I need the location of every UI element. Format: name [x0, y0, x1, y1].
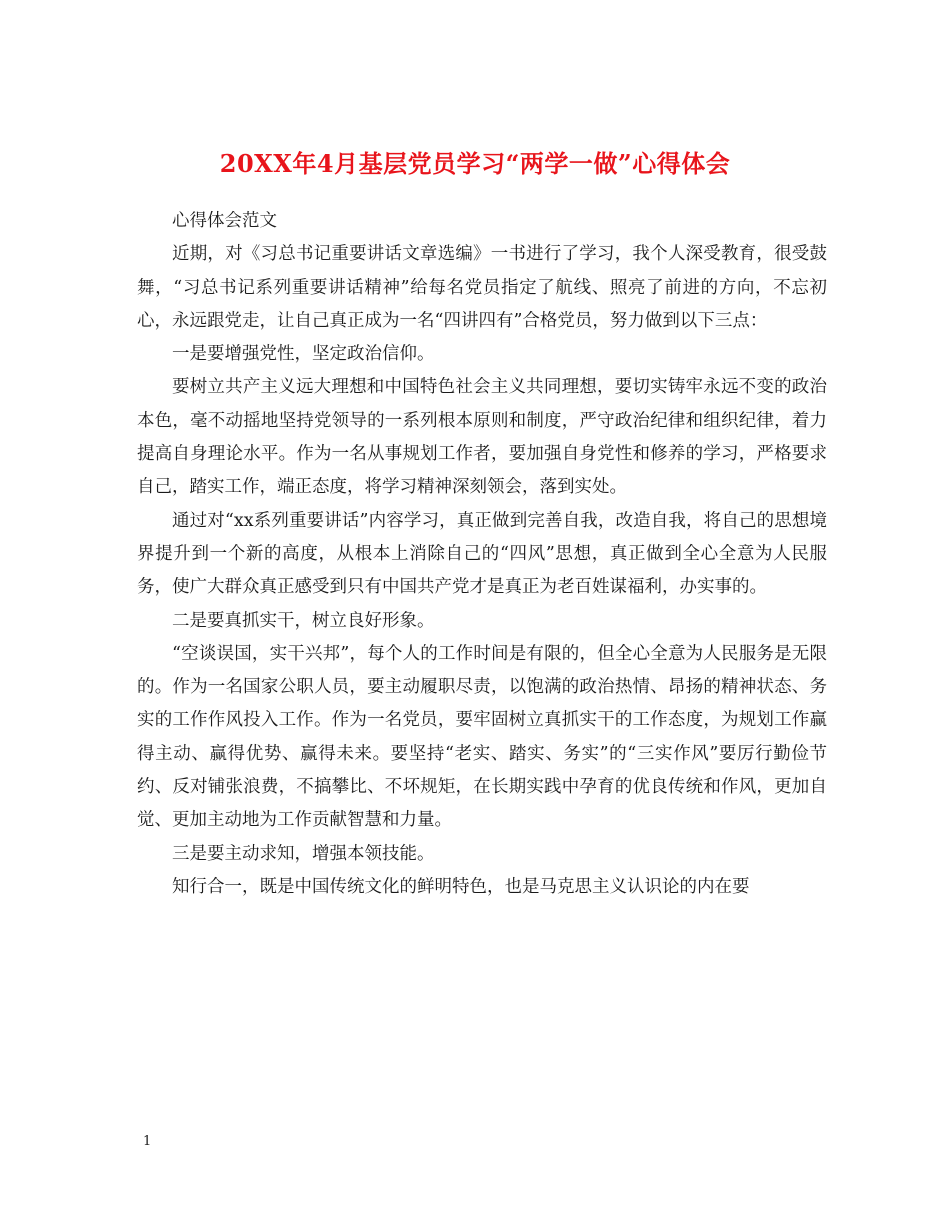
section-heading-1: 一是要增强党性，坚定政治信仰。	[172, 344, 435, 365]
page-number: 1	[143, 1134, 152, 1149]
paragraph: “空谈误国，实干兴邦”，每个人的工作时间是有限的，但全心全意为人民服务是无限的。作为一名国家公职人员，要主动履职尽责，以饱满的政治热情、昂扬的精神状态、务实的工作作风投入工作。作为一名党员，要牢固树立真抓实干的工作态度，为规划工作赢得主动、赢得优势、赢得未来。要坚持“老实、踏实、务实”的“三实作风”要厉行勤俭节约、反对铺张浪费，不搞攀比、不坏规矩，在长期实践中孕育的优良传统和作风，更加自觉、更加主动地为工作贡献智慧和力量。	[137, 643, 827, 831]
paragraph: 要树立共产主义远大理想和中国特色社会主义共同理想，要切实铸牢永远不变的政治本色，毫不动摇地坚持党领导的一系列根本原则和制度，严守政治纪律和组织纪律，着力提高自身理论水平。作为一名从事规划工作者，要加强自身党性和修养的学习，严格要求自己，踏实工作，端正态度，将学习精神深刻领会，落到实处。	[137, 377, 827, 498]
document-body	[137, 205, 827, 904]
paragraph-intro: 近期，对《习总书记重要讲话文章选编》一书进行了学习，我个人深受教育，很受鼓舞，“习总书记系列重要讲话精神”给每名党员指定了航线、照亮了前进的方向，不忘初心，永远跟党走，让自己真正成为一名“四讲四有”合格党员，努力做到以下三点：	[137, 244, 827, 331]
paragraph: 通过对“xx系列重要讲话”内容学习，真正做到完善自我，改造自我，将自己的思想境界提升到一个新的高度，从根本上消除自己的“四风”思想，真正做到全心全意为人民服务，使广大群众真正感受到只有中国共产党才是真正为老百姓谋福利，办实事的。	[137, 510, 827, 598]
page-title: 20XX年4月基层党员学习“两学一做”心得体会	[219, 149, 731, 179]
paragraph-subtitle: 心得体会范文	[172, 211, 277, 231]
section-heading-2: 二是要真抓实干，树立良好形象。	[172, 610, 435, 631]
section-heading-3: 三是要主动求知，增强本领技能。	[172, 843, 435, 864]
paragraph: 知行合一，既是中国传统文化的鲜明特色，也是马克思主义认识论的内在要	[172, 876, 750, 897]
